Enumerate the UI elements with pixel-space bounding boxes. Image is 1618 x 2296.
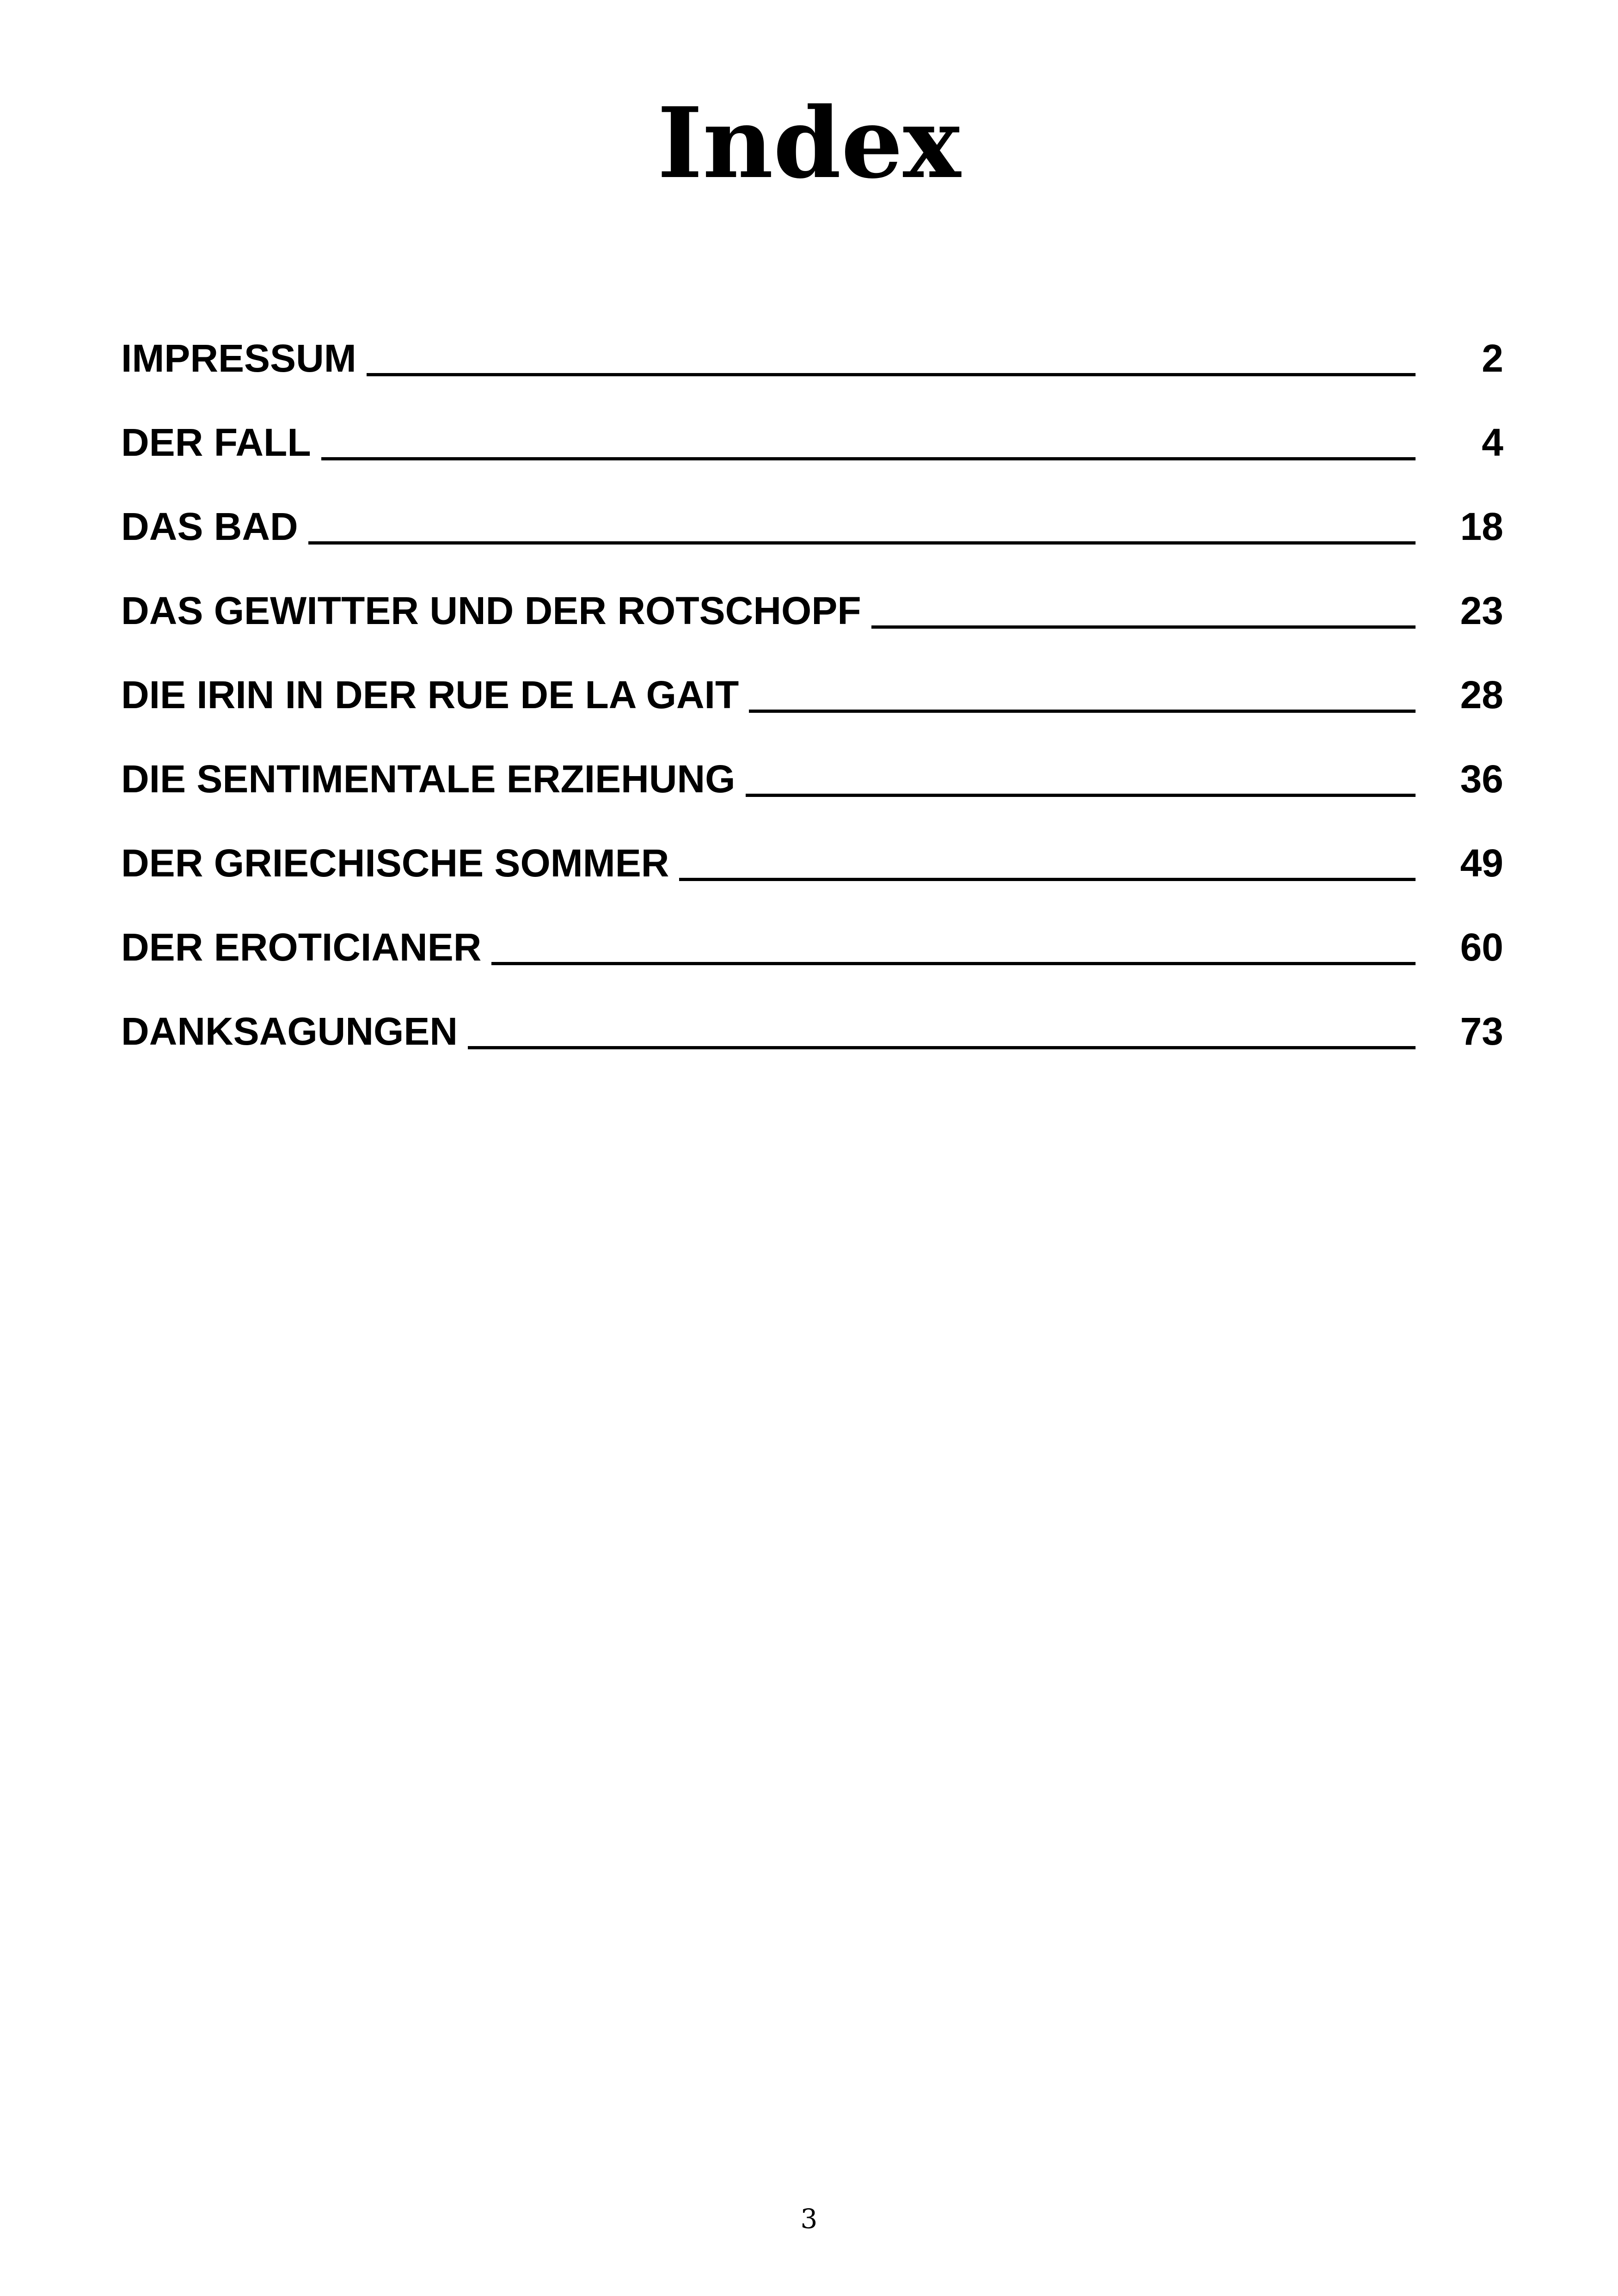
toc-entry-page: 18: [1460, 505, 1503, 548]
toc-entry: [121, 1004, 1503, 1088]
toc-entry-page: 73: [1460, 1010, 1503, 1053]
page-number: 3: [800, 2203, 818, 2235]
toc-entry: [121, 499, 1503, 583]
toc-entry: [121, 667, 1503, 751]
toc-entry: [121, 415, 1503, 499]
toc-entry-page: 36: [1460, 757, 1503, 801]
toc-leader-line: [871, 625, 1416, 629]
toc-leader-line: [308, 541, 1416, 545]
toc-entry: [121, 835, 1503, 919]
toc-entry-label: DER FALL: [121, 421, 311, 464]
toc-leader-line: [321, 457, 1416, 460]
toc-entry-page: 28: [1460, 673, 1503, 716]
toc-leader-line: [367, 373, 1416, 376]
toc-entry-page: 4: [1482, 421, 1503, 464]
toc-entry-page: 60: [1460, 925, 1503, 969]
toc-entry-page: 2: [1482, 337, 1503, 380]
table-of-contents: [121, 331, 1503, 1088]
toc-entry-label: IMPRESSUM: [121, 337, 356, 380]
toc-entry: [121, 919, 1503, 1004]
toc-entry-label: DANKSAGUNGEN: [121, 1010, 458, 1053]
toc-entry-label: DER EROTICIANER: [121, 925, 482, 969]
toc-entry-label: DIE SENTIMENTALE ERZIEHUNG: [121, 757, 735, 801]
toc-leader-line: [679, 878, 1416, 881]
toc-leader-line: [749, 710, 1416, 713]
toc-entry-label: DAS BAD: [121, 505, 298, 548]
toc-entry-label: DIE IRIN IN DER RUE DE LA GAIT: [121, 673, 739, 716]
toc-leader-line: [468, 1046, 1416, 1049]
toc-leader-line: [491, 962, 1416, 965]
toc-leader-line: [746, 794, 1416, 797]
toc-entry-label: DER GRIECHISCHE SOMMER: [121, 841, 669, 885]
toc-entry-label: DAS GEWITTER UND DER ROTSCHOPF: [121, 589, 861, 632]
page-title: Index: [657, 86, 961, 200]
toc-entry-page: 49: [1460, 841, 1503, 885]
toc-entry: [121, 751, 1503, 835]
toc-entry-page: 23: [1460, 589, 1503, 632]
toc-entry: [121, 583, 1503, 667]
toc-entry: [121, 331, 1503, 415]
